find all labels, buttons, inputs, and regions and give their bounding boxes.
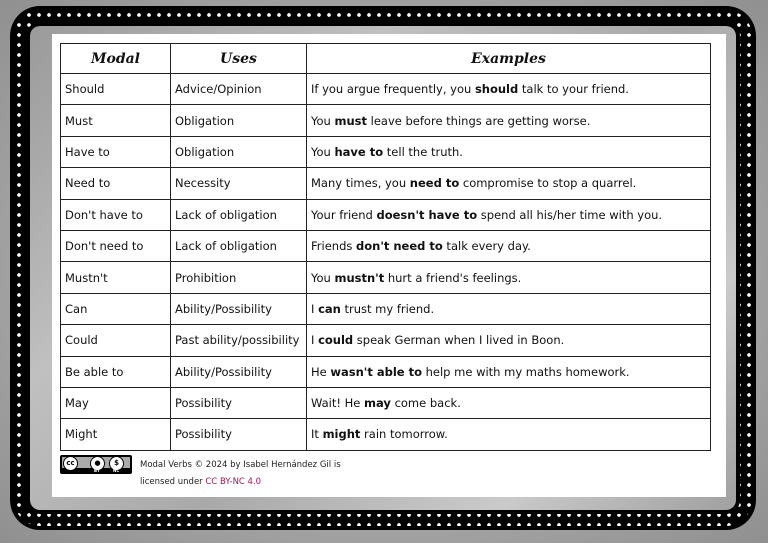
table-row — [61, 325, 711, 356]
example-text-after: tell the truth. — [383, 144, 463, 159]
table-row — [61, 262, 711, 293]
use-cell: Lack of obligation — [171, 199, 307, 230]
use-cell: Past ability/possibility — [171, 325, 307, 356]
example-text-after: compromise to stop a quarrel. — [459, 176, 637, 191]
example-text-before: You — [311, 270, 335, 285]
modal-cell: Must — [61, 105, 171, 136]
license-credit — [60, 453, 366, 495]
modal-cell: Mustn't — [61, 262, 171, 293]
example-text-after: talk to your friend. — [518, 82, 629, 97]
modal-cell: Don't have to — [61, 199, 171, 230]
use-cell: Lack of obligation — [171, 230, 307, 261]
example-cell — [307, 419, 711, 450]
example-text-after: hurt a friend's feelings. — [384, 270, 522, 285]
modal-cell: Don't need to — [61, 230, 171, 261]
example-cell — [307, 136, 711, 167]
table-row — [61, 356, 711, 387]
example-text-before: Wait! He — [311, 396, 365, 411]
credit-line-1: Modal Verbs © 2024 by Isabel Hernández Gil is — [140, 460, 341, 470]
use-cell: Obligation — [171, 105, 307, 136]
use-cell: Necessity — [171, 168, 307, 199]
modal-cell: Need to — [61, 168, 171, 199]
modal-cell: Have to — [61, 136, 171, 167]
use-cell: Possibility — [171, 387, 307, 418]
table-row — [61, 419, 711, 450]
example-cell — [307, 105, 711, 136]
example-modal-bold: doesn't have to — [376, 207, 478, 222]
license-link[interactable]: CC BY-NC 4.0 — [205, 477, 262, 487]
example-modal-bold: have to — [334, 144, 384, 159]
example-modal-bold: must — [334, 113, 367, 128]
example-text-before: Friends — [311, 239, 357, 254]
table-row — [61, 387, 711, 418]
noncommercial-dollar-icon: $ — [109, 456, 124, 471]
example-cell — [307, 74, 711, 105]
example-cell — [307, 262, 711, 293]
example-text-before: Many times, you — [311, 176, 410, 191]
example-text-after: trust my friend. — [340, 301, 435, 316]
modal-verbs-table-container — [60, 43, 710, 451]
modal-cell: Be able to — [61, 356, 171, 387]
table-header-row — [61, 44, 711, 74]
use-cell: Advice/Opinion — [171, 74, 307, 105]
cc-icon: cc — [63, 456, 78, 471]
example-text-before: I — [311, 301, 319, 316]
example-text-after: speak German when I lived in Boon. — [353, 333, 565, 348]
modal-verbs-table — [60, 43, 711, 451]
example-cell — [307, 199, 711, 230]
example-modal-bold: mustn't — [334, 270, 385, 285]
example-text-after: talk every day. — [442, 239, 531, 254]
badge-nc-label: NC — [113, 468, 120, 473]
modal-cell: Might — [61, 419, 171, 450]
example-text-after: help me with my maths homework. — [421, 364, 630, 379]
modal-cell: May — [61, 387, 171, 418]
cc-by-nc-badge[interactable] — [60, 455, 132, 474]
header-modal: Modal — [61, 44, 171, 74]
header-uses: Uses — [171, 44, 307, 74]
attribution-person-icon: ● — [90, 456, 105, 471]
example-modal-bold: don't need to — [356, 239, 443, 254]
table-row — [61, 74, 711, 105]
header-examples: Examples — [307, 44, 711, 74]
example-text-after: rain tomorrow. — [360, 427, 448, 442]
example-text-before: You — [311, 113, 335, 128]
example-cell — [307, 325, 711, 356]
modal-cell: Could — [61, 325, 171, 356]
example-text-before: If you argue frequently, you — [311, 82, 475, 97]
badge-by-label: BY — [94, 468, 100, 473]
table-row — [61, 168, 711, 199]
example-text-after: leave before things are getting worse. — [367, 113, 591, 128]
example-modal-bold: might — [322, 427, 361, 442]
example-text-after: spend all his/her time with you. — [477, 207, 663, 222]
example-cell — [307, 168, 711, 199]
example-cell — [307, 356, 711, 387]
example-cell — [307, 293, 711, 324]
table-row — [61, 136, 711, 167]
example-modal-bold: can — [318, 301, 341, 316]
example-text-before: I — [311, 333, 319, 348]
example-cell — [307, 230, 711, 261]
example-text-before: You — [311, 144, 335, 159]
example-cell — [307, 387, 711, 418]
table-row — [61, 230, 711, 261]
table-body — [61, 74, 711, 451]
example-modal-bold: could — [318, 333, 354, 348]
credit-text — [140, 457, 341, 491]
example-text-after: come back. — [390, 396, 461, 411]
credit-line-2 — [140, 474, 341, 491]
example-text-before: He — [311, 364, 331, 379]
table-row — [61, 199, 711, 230]
example-modal-bold: may — [364, 396, 391, 411]
credit-line-2-text: licensed under — [140, 477, 206, 487]
example-modal-bold: should — [474, 82, 519, 97]
modal-cell: Can — [61, 293, 171, 324]
use-cell: Prohibition — [171, 262, 307, 293]
use-cell: Possibility — [171, 419, 307, 450]
use-cell: Ability/Possibility — [171, 293, 307, 324]
use-cell: Ability/Possibility — [171, 356, 307, 387]
table-row — [61, 293, 711, 324]
modal-cell: Should — [61, 74, 171, 105]
use-cell: Obligation — [171, 136, 307, 167]
example-text-before: It — [311, 427, 323, 442]
table-row — [61, 105, 711, 136]
example-text-before: Your friend — [311, 207, 377, 222]
example-modal-bold: wasn't able to — [330, 364, 422, 379]
example-modal-bold: need to — [409, 176, 460, 191]
